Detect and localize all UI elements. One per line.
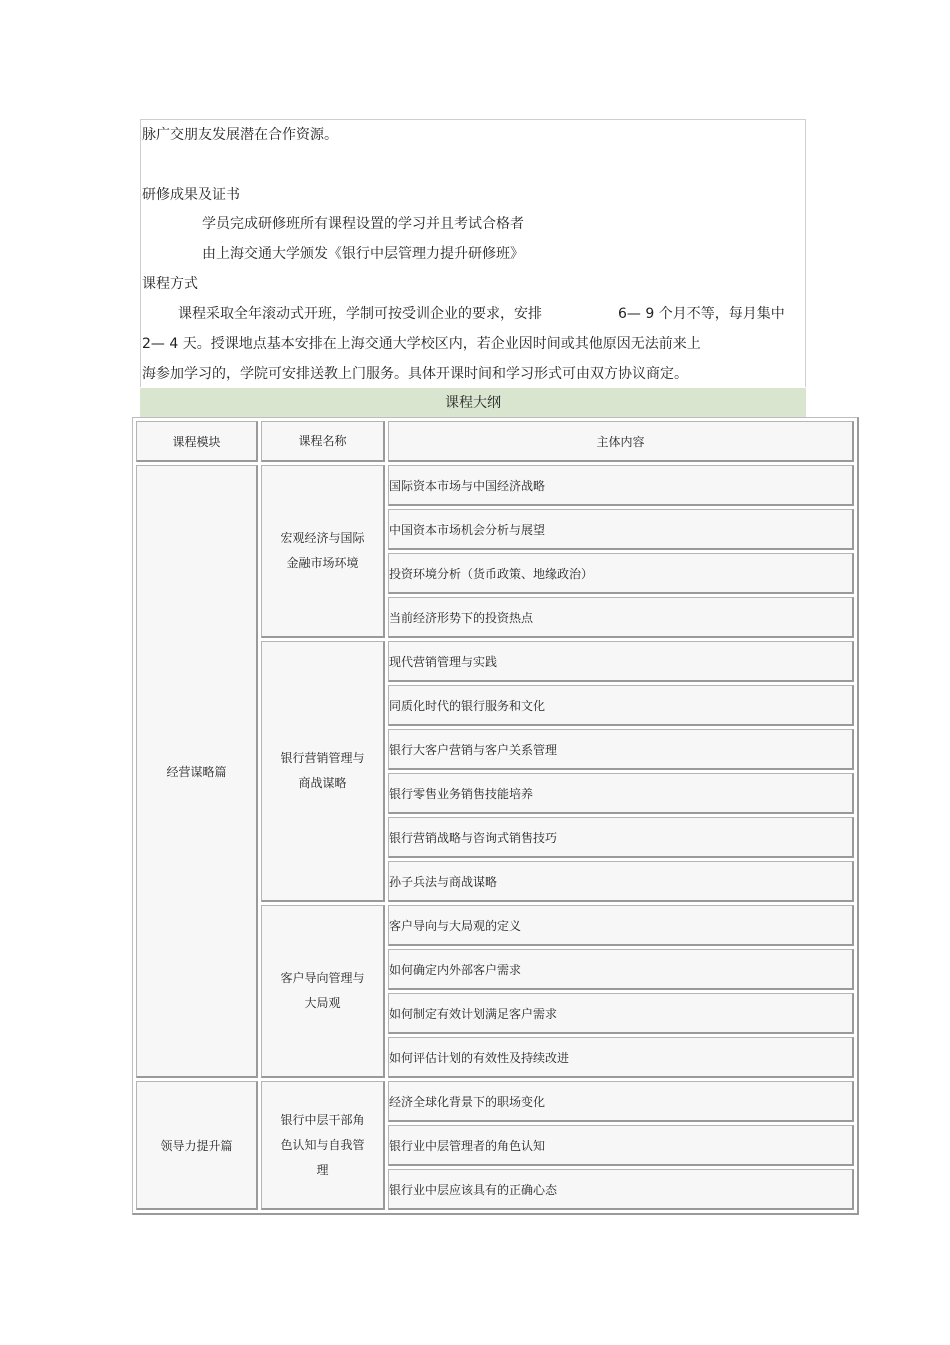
content-item: 客户导向与大局观的定义 <box>388 905 854 946</box>
course-name-line: 客户导向管理与 <box>280 971 365 985</box>
mode-line-2: 2— 4 天。授课地点基本安排在上海交通大学校区内，若企业因时间或其他原因无法前来上 <box>142 336 701 352</box>
course-name-line: 色认知与自我管 <box>280 1137 365 1152</box>
content-item: 现代营销管理与实践 <box>388 641 854 682</box>
content-item: 银行零售业务销售技能培养 <box>388 773 854 814</box>
course-name-line: 商战谋略 <box>298 776 347 790</box>
header-course: 课程名称 <box>261 421 385 462</box>
header-module: 课程模块 <box>136 421 258 462</box>
header-content: 主体内容 <box>388 421 854 462</box>
course-name <box>261 641 385 902</box>
content-item: 如何评估计划的有效性及持续改进 <box>388 1037 854 1078</box>
mode-line-1b: 6— 9 个月不等，每月集中 <box>618 306 785 322</box>
content-item: 银行大客户营销与客户关系管理 <box>388 729 854 770</box>
course-name-line: 理 <box>316 1162 329 1177</box>
table-row <box>136 1081 854 1122</box>
mode-line-1a: 课程采取全年滚动式开班，学制可按受训企业的要求，安排 <box>178 306 542 322</box>
table-header-row <box>136 421 854 462</box>
content-item: 当前经济形势下的投资热点 <box>388 597 854 638</box>
course-name-line: 金融市场环境 <box>286 556 359 570</box>
course-outline-table <box>132 417 859 1215</box>
table-row <box>136 465 854 506</box>
cert-line-2: 由上海交通大学颁发《银行中层管理力提升研修班》 <box>202 246 524 262</box>
content-item: 投资环境分析（货币政策、地缘政治） <box>388 553 854 594</box>
content-item: 国际资本市场与中国经济战略 <box>388 465 854 506</box>
mode-line-3: 海参加学习的，学院可安排送教上门服务。具体开课时间和学习形式可由双方协议商定。 <box>142 366 688 382</box>
course-name-line: 银行中层干部角 <box>280 1112 365 1127</box>
intro-line-1: 脉广交朋友发展潜在合作资源。 <box>142 127 338 143</box>
course-name <box>261 465 385 638</box>
content-item: 银行业中层应该具有的正确心态 <box>388 1169 854 1210</box>
module-name: 经营谋略篇 <box>136 465 258 1078</box>
content-item: 中国资本市场机会分析与展望 <box>388 509 854 550</box>
course-name-line: 大局观 <box>304 996 341 1010</box>
course-name-line: 银行营销管理与 <box>280 751 365 765</box>
content-item: 孙子兵法与商战谋略 <box>388 861 854 902</box>
course-name <box>261 905 385 1078</box>
course-name-line: 宏观经济与国际 <box>280 531 365 545</box>
outline-title: 课程大纲 <box>445 395 501 411</box>
course-name <box>261 1081 385 1210</box>
content-item: 经济全球化背景下的职场变化 <box>388 1081 854 1122</box>
cert-heading: 研修成果及证书 <box>142 187 240 203</box>
cert-line-1: 学员完成研修班所有课程设置的学习并且考试合格者 <box>202 216 524 232</box>
content-item: 银行营销战略与咨询式销售技巧 <box>388 817 854 858</box>
content-item: 如何确定内外部客户需求 <box>388 949 854 990</box>
content-item: 同质化时代的银行服务和文化 <box>388 685 854 726</box>
mode-heading: 课程方式 <box>142 276 198 292</box>
module-name: 领导力提升篇 <box>136 1081 258 1210</box>
content-item: 银行业中层管理者的角色认知 <box>388 1125 854 1166</box>
content-item: 如何制定有效计划满足客户需求 <box>388 993 854 1034</box>
outline-title-bar <box>140 388 806 418</box>
